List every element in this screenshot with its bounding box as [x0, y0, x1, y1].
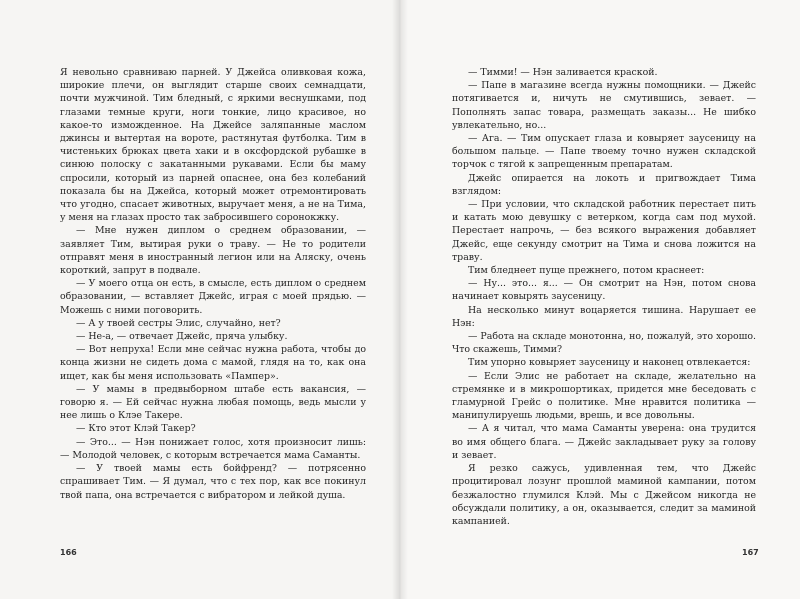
paragraph: — Вот непруха! Если мне сейчас нужна работа, чтобы до конца жизни не сидеть дома с мамой, глядя на то, как она ищет, как бы меня использовать «Пампер».	[60, 344, 366, 382]
paragraph: — У мамы в предвыборном штабе есть вакансия, — говорю я. — Ей сейчас нужна любая помощь, ведь мысли у нее лишь о Клэе Такере.	[60, 383, 366, 422]
paragraph: — У моего отца он есть, в смысле, есть диплом о среднем образовании, — вставляет Джейс, играя с моей прядью. — Можешь с ними поговорить.	[60, 278, 366, 316]
paragraph: Тим упорно ковыряет заусеницу и наконец отвлекается:	[468, 357, 751, 369]
paragraph: — Это... — Нэн понижает голос, хотя произносит лишь: — Молодой человек, с которым встречается мама Саманты.	[60, 436, 366, 461]
book-gutter-shadow	[392, 0, 408, 599]
paragraph: На несколько минут воцаряется тишина. Нарушает ее Нэн:	[452, 304, 756, 329]
paragraph: — Ну... это... я... — Он смотрит на Нэн, потом снова начинает ковырять заусеницу.	[452, 278, 756, 303]
left-page-text	[60, 66, 366, 502]
paragraph: Тим бледнеет пуще прежнего, потом краснеет:	[468, 265, 705, 277]
paragraph: — Ага. — Тим опускает глаза и ковыряет заусеницу на большом пальце. — Папе твоему точно нужен складской торчок с тягой к запрещенным препаратам.	[452, 133, 756, 171]
paragraph: Я резко сажусь, удивленная тем, что Джейс процитировал лозунг прошлой маминой кампании, потом безжалостно глумился Клэй. Мы с Джейсом никогда не обсуждали политику, а он, оказывается, следит за маминой кампанией.	[452, 463, 756, 527]
paragraph: — Не-а, — отвечает Джейс, пряча улыбку.	[76, 331, 288, 343]
paragraph: — А у твоей сестры Элис, случайно, нет?	[76, 317, 281, 329]
paragraph: — Тимми! — Нэн заливается краской.	[468, 67, 658, 78]
paragraph: — При условии, что складской работник перестает пить и катать мою девушку с ветерком, когда сам под мухой. Перестает напрочь, — без всякого выражения добавляет Джейс, еще секунду смотрит на Тима и снова ложится на траву.	[452, 199, 756, 263]
paragraph: — Кто этот Клэй Такер?	[76, 423, 196, 435]
paragraph: — А я читал, что мама Саманты уверена: она трудится во имя общего блага. — Джейс закладывает руку за голову и зевает.	[452, 423, 756, 461]
right-page-text	[452, 66, 756, 528]
paragraph: Я невольно сравниваю парней. У Джейса оливковая кожа, широкие плечи, он выглядит старше своих семнадцати, почти мужчиной. Тим бледный, с яркими веснушками, под глазами темные круги, ноги тонкие, лицо красивое, но какое-то изможденное. На Джейсе заляпанные маслом джинсы и вытертая на вороте, растянутая футболка. Тим в чистеньких брюках цвета хаки и в оксфордской рубашке в синюю полоску с закатанными рукавами. Если бы маму спросили, который из парней опаснее, она без колебаний показала бы на Джейса, который может отремонтировать что угодно, спасает животных, выручает меня, а не на Тима, у меня на глазах просто так забросившего соронокжку.	[60, 67, 366, 224]
page-number: 167	[742, 548, 759, 557]
paragraph: — Папе в магазине всегда нужны помощники. — Джейс потягивается и, ничуть не смутившись, зевает. — Пополнять запас товара, размещать заказы... Не шибко увлекательно, но...	[452, 80, 756, 131]
paragraph: — Мне нужен диплом о среднем образовании, — заявляет Тим, вытирая руки о траву. — Не то родители отправят меня в иностранный легион или на Аляску, очень короткий, запрут в подвале.	[60, 225, 366, 277]
page-number: 166	[60, 548, 77, 557]
paragraph: Джейс опирается на локоть и пригвождает Тима взглядом:	[452, 172, 756, 197]
right-page	[400, 0, 800, 599]
paragraph: — У твоей мамы есть бойфренд? — потрясенно спрашивает Тим. — Я думал, что с тех пор, как все покинул твой папа, она встречается с вибратором и лейкой душа.	[60, 463, 366, 501]
paragraph: — Работа на складе монотонна, но, пожалуй, это хорошо. Что скажешь, Тимми?	[452, 331, 756, 356]
paragraph: — Если Элис не работает на складе, желательно на стремянке и в микрошортиках, придется мне беседовать с гламурной Грейс о политике. Мне нравится политика — манипулируешь людьми, врешь, и все довольны.	[452, 370, 756, 422]
